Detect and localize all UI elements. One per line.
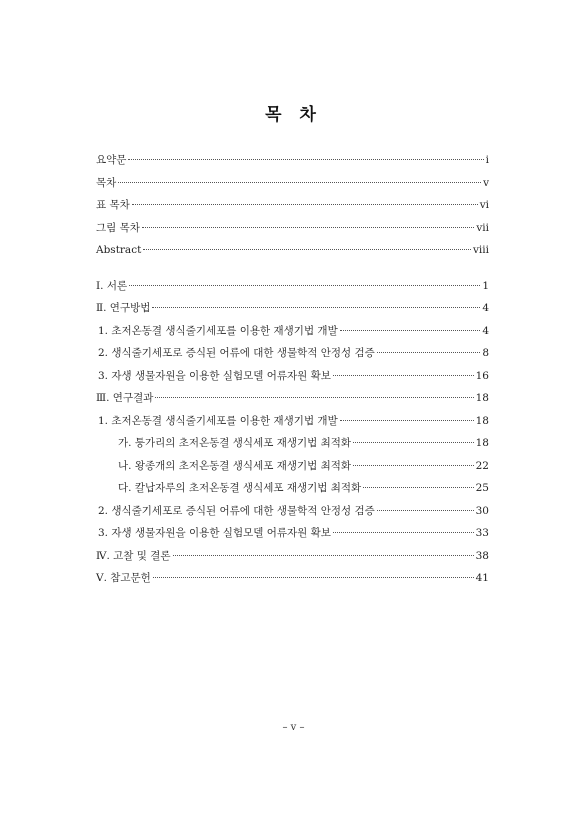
toc-leader-dots bbox=[353, 442, 474, 443]
toc-entry-label: 3. 자생 생물자원을 이용한 실험모델 어류자원 확보 bbox=[98, 527, 331, 539]
toc-leader-dots bbox=[142, 227, 474, 228]
toc-entry-label: 1. 초저온동결 생식줄기세포를 이용한 재생기법 개발 bbox=[98, 414, 338, 427]
toc-leader-dots bbox=[129, 285, 480, 286]
toc-entry-chapter-4 bbox=[96, 545, 489, 568]
toc-entry-page: 30 bbox=[475, 504, 489, 517]
toc-entry-page: 1 bbox=[482, 279, 489, 292]
toc-entry-page: 4 bbox=[482, 302, 489, 314]
toc-entry-label: 가. 퉁가리의 초저온동결 생식세포 재생기법 최적화 bbox=[118, 437, 352, 449]
toc-entry-page: 38 bbox=[475, 549, 489, 562]
toc-entry-page: 18 bbox=[475, 414, 489, 427]
toc-entry-label: Abstract bbox=[96, 244, 142, 256]
toc-entry-tables bbox=[96, 194, 489, 217]
toc-leader-dots bbox=[132, 204, 478, 205]
toc-entry-subsection bbox=[96, 455, 489, 478]
toc-leader-dots bbox=[333, 375, 474, 376]
toc-leader-dots bbox=[377, 510, 474, 511]
toc-entry-page: viii bbox=[472, 244, 489, 256]
toc-entry-page: 25 bbox=[475, 482, 489, 494]
toc-entry-page: 33 bbox=[475, 527, 489, 539]
toc-entry-page: 22 bbox=[475, 459, 489, 472]
toc-entry-label: 1. 초저온동결 생식줄기세포를 이용한 재생기법 개발 bbox=[98, 324, 338, 337]
toc-entry-contents bbox=[96, 172, 489, 195]
toc-entry-page: 16 bbox=[475, 369, 489, 382]
toc-entry-label: Ⅲ. 연구결과 bbox=[96, 392, 154, 404]
toc-entry-subsection bbox=[96, 432, 489, 455]
toc-entry-label: Ⅳ. 고찰 및 결론 bbox=[96, 549, 171, 562]
toc-leader-dots bbox=[363, 487, 473, 488]
toc-leader-dots bbox=[340, 330, 481, 331]
toc-leader-dots bbox=[333, 532, 474, 533]
toc-entry-section bbox=[96, 522, 489, 545]
toc-entry-page: 41 bbox=[475, 572, 489, 584]
toc-entry-label: 2. 생식줄기세포로 증식된 어류에 대한 생물학적 안정성 검증 bbox=[98, 504, 375, 517]
toc-entry-chapter-2 bbox=[96, 297, 489, 320]
page-title: 목 차 bbox=[265, 105, 322, 125]
toc-entry-subsection bbox=[96, 477, 489, 500]
toc-leader-dots bbox=[173, 555, 474, 556]
toc-entry-label: 요약문 bbox=[96, 154, 127, 166]
toc-entry-label: Ⅱ. 연구방법 bbox=[96, 302, 151, 314]
toc-entry-abstract bbox=[96, 239, 489, 262]
toc-entry-section bbox=[96, 500, 489, 523]
toc-entry-page: 18 bbox=[475, 392, 489, 404]
toc-entry-section bbox=[96, 365, 489, 388]
toc-entry-figures bbox=[96, 217, 489, 240]
toc-entry-chapter-1 bbox=[96, 275, 489, 298]
toc-leader-dots bbox=[340, 420, 474, 421]
toc-entry-page: i bbox=[485, 154, 489, 166]
toc-entry-page: v bbox=[483, 176, 489, 189]
toc-entry-page: 18 bbox=[475, 437, 489, 449]
toc-entry-label: 목차 bbox=[96, 176, 117, 189]
toc-entry-label: 3. 자생 생물자원을 이용한 실험모델 어류자원 확보 bbox=[98, 369, 331, 382]
toc-entry-label: Ⅰ. 서론 bbox=[96, 279, 128, 292]
toc-entry-page: 4 bbox=[482, 324, 489, 337]
toc-entry-label: 표 목차 bbox=[96, 199, 130, 211]
page-number-footer: – v – bbox=[282, 722, 305, 733]
toc-entry-page: 8 bbox=[482, 347, 489, 359]
toc-leader-dots bbox=[377, 352, 480, 353]
toc-leader-dots bbox=[353, 465, 474, 466]
toc-entry-chapter-5 bbox=[96, 567, 489, 590]
toc-entry-page: vi bbox=[479, 199, 489, 211]
toc-leader-dots bbox=[128, 159, 483, 160]
toc-entry-summary bbox=[96, 149, 489, 172]
toc-entry-label: 그림 목차 bbox=[96, 221, 140, 234]
toc-leader-dots bbox=[155, 397, 473, 398]
toc-entry-section bbox=[96, 410, 489, 433]
table-of-contents bbox=[96, 149, 489, 590]
toc-entry-section bbox=[96, 320, 489, 343]
toc-leader-dots bbox=[152, 307, 480, 308]
toc-entry-chapter-3 bbox=[96, 387, 489, 410]
toc-entry-label: 나. 왕종개의 초저온동결 생식세포 재생기법 최적화 bbox=[118, 459, 352, 472]
toc-entry-label: 2. 생식줄기세포로 증식된 어류에 대한 생물학적 안정성 검증 bbox=[98, 347, 375, 359]
toc-leader-dots bbox=[153, 577, 474, 578]
toc-entry-label: Ⅴ. 참고문헌 bbox=[96, 572, 151, 584]
toc-leader-dots bbox=[143, 249, 471, 250]
toc-entry-section bbox=[96, 342, 489, 365]
toc-leader-dots bbox=[118, 182, 481, 183]
toc-entry-page: vii bbox=[476, 221, 489, 234]
toc-entry-label: 다. 칼납자루의 초저온동결 생식세포 재생기법 최적화 bbox=[118, 482, 362, 494]
